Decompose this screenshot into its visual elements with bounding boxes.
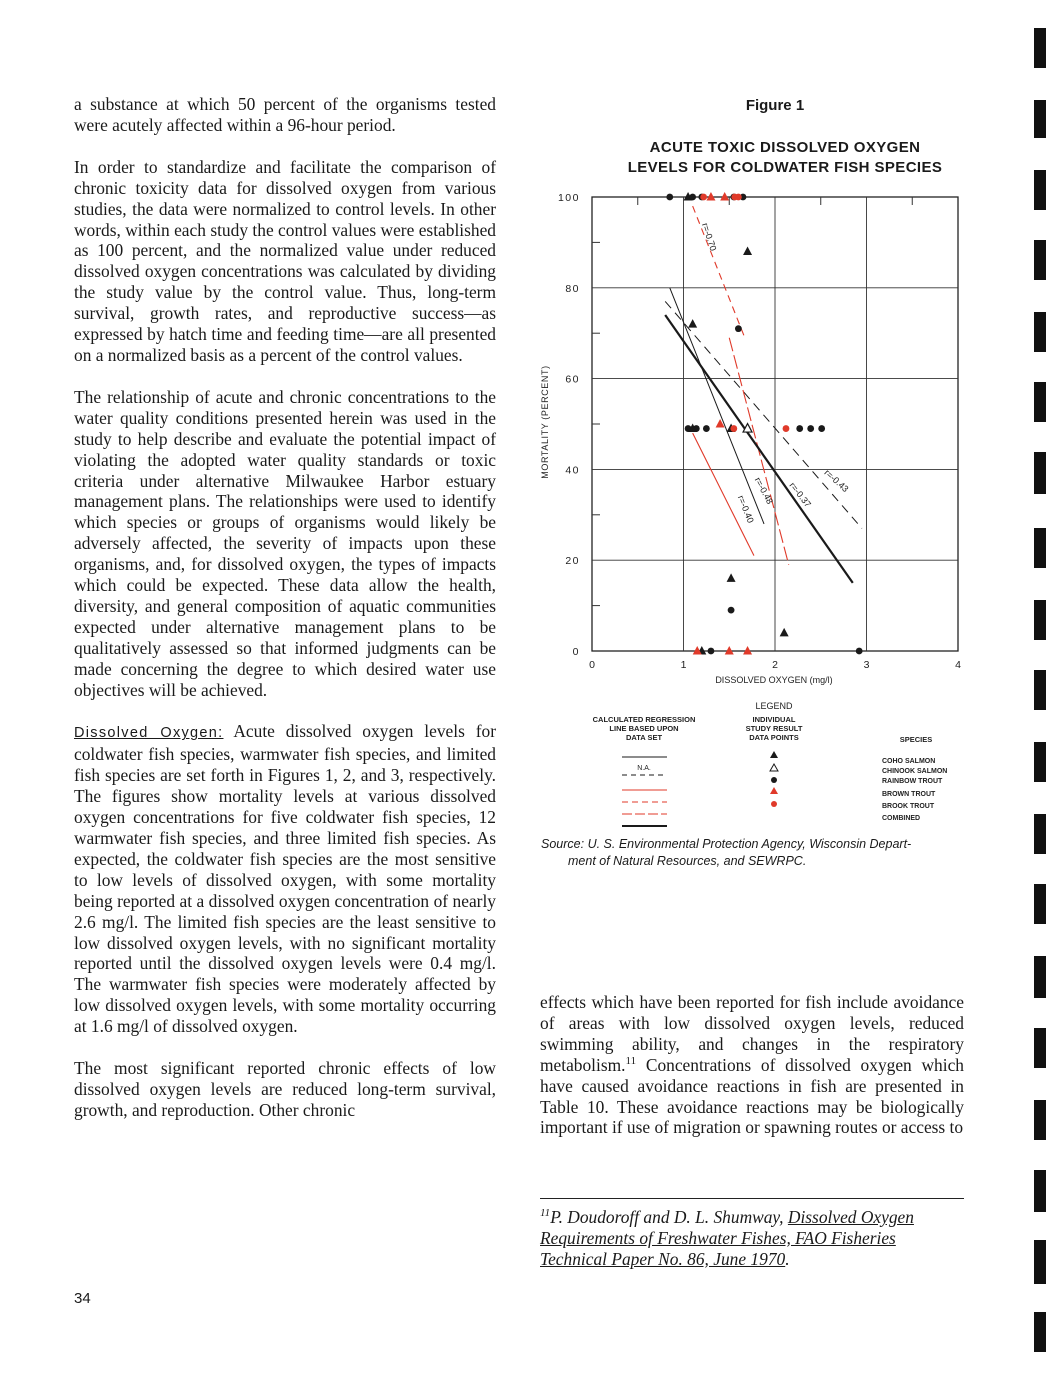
y-axis-label: MORTALITY (PERCENT) bbox=[540, 365, 550, 479]
y-tick-label: 40 bbox=[565, 464, 580, 477]
binder-mark bbox=[1034, 170, 1046, 210]
legend-species: BROOK TROUT bbox=[882, 803, 935, 810]
data-point bbox=[716, 419, 725, 428]
legend-marker-chinook bbox=[770, 764, 778, 771]
binder-mark bbox=[1034, 1170, 1046, 1212]
binder-mark bbox=[1034, 600, 1046, 640]
regression-label: r=-0.70 bbox=[700, 221, 719, 253]
legend-col1-head: CALCULATED REGRESSION bbox=[592, 715, 696, 724]
data-point bbox=[735, 325, 742, 332]
x-tick-label: 3 bbox=[863, 659, 870, 671]
paragraph-text: Acute dissolved oxygen levels for coldwater fish species, warmwater fish species, and limited fish species are set forth in Figures 1, 2, and 3, respectively. The figures show mortality levels at various dissolved oxygen concentrations for five coldwater fish species, 12 warmwater fish species, and three limited fish species. As expected, the coldwater fish species are the most sensitive to low levels of dissolved oxygen, with some mortality being reported at a dissolved oxygen concentration of nearly 2.6 mg/l. The limited fish species are the least sensitive to low dissolved oxygen levels, with no significant mortality reported until the dissolved oxygen levels were 0.4 mg/l. The warmwater fish species were moderately affected by low dissolved oxygen levels, with some mortality occurring at 1.6 mg/l of dissolved oxygen. bbox=[74, 721, 496, 1037]
y-tick-label: 0 bbox=[572, 646, 580, 658]
chart-ticks bbox=[558, 192, 961, 671]
legend-na-label: N.A. bbox=[637, 765, 651, 772]
data-point bbox=[693, 425, 700, 432]
source-text: ment of Natural Resources, and SEWRPC. bbox=[568, 854, 807, 868]
legend-col2-head: INDIVIDUAL bbox=[752, 715, 796, 724]
data-point bbox=[689, 194, 696, 201]
x-tick-label: 0 bbox=[589, 659, 595, 671]
data-point bbox=[688, 319, 697, 328]
data-point bbox=[743, 646, 752, 655]
source-text: U. S. Environmental Protection Agency, Wisconsin Depart- bbox=[587, 837, 912, 851]
legend-species: COHO SALMON bbox=[882, 758, 936, 765]
regression-line bbox=[729, 338, 788, 565]
data-point bbox=[796, 425, 803, 432]
binder-mark bbox=[1034, 670, 1046, 710]
binder-mark bbox=[1034, 1240, 1046, 1284]
legend-col2-head: STUDY RESULT bbox=[745, 724, 803, 733]
data-point bbox=[856, 648, 863, 655]
regression-line bbox=[665, 315, 853, 583]
figure-label: Figure 1 bbox=[745, 97, 805, 114]
legend-marker-brown bbox=[770, 787, 778, 794]
chart-grid bbox=[592, 197, 958, 651]
data-point bbox=[818, 425, 825, 432]
legend-marker-coho bbox=[770, 751, 778, 758]
binder-mark bbox=[1034, 452, 1046, 494]
paragraph: In order to standardize and facilitate the comparison of chronic toxicity data for dissolved oxygen from various studies, the data were normalized to control levels. In other words, within each study the control values were established as 100 percent, and the normalized value under reduced dissolved oxygen concentrations was calculated by dividing the study value by the control value. Thus, long-term survival, growth rates, and reproductive success—as expressed by hatch time and feeding time—are all presented on a normalized basis as a percent of the control values. bbox=[74, 156, 496, 365]
binder-mark bbox=[1034, 1100, 1046, 1140]
binder-mark bbox=[1034, 528, 1046, 568]
binder-mark bbox=[1034, 956, 1046, 998]
source-label: Source: bbox=[541, 837, 585, 851]
regression-label: r=-0.37 bbox=[787, 480, 814, 510]
binder-mark bbox=[1034, 240, 1046, 280]
paragraph: The most significant reported chronic effects of low dissolved oxygen levels are reduced long-term survival, growth, and reproduction. Other chronic bbox=[74, 1058, 496, 1120]
page-number: 34 bbox=[74, 1290, 91, 1307]
section-heading: Dissolved Oxygen: bbox=[74, 725, 224, 742]
binder-mark bbox=[1034, 814, 1046, 854]
legend bbox=[593, 701, 948, 826]
x-axis-label: DISSOLVED OXYGEN (mg/l) bbox=[715, 675, 833, 685]
footnote bbox=[540, 1198, 964, 1270]
binder-mark bbox=[1034, 100, 1046, 138]
footnote-marker: 11 bbox=[540, 1207, 551, 1220]
legend-marker-brook bbox=[771, 801, 777, 807]
regression-lines bbox=[665, 206, 862, 583]
data-points bbox=[666, 192, 862, 655]
footnote-title: Dissolved Oxygen Requirements of Freshwater Fishes, FAO Fisheries Technical Paper No. 86, June 1970 bbox=[540, 1207, 914, 1269]
legend-col3-head: SPECIES bbox=[899, 735, 933, 744]
data-point bbox=[730, 425, 737, 432]
footnote-end: . bbox=[785, 1248, 790, 1269]
binder-mark bbox=[1034, 312, 1046, 352]
legend-marker-rainbow bbox=[771, 777, 777, 783]
data-point bbox=[666, 194, 673, 201]
paragraph-text: Concentrations of dissolved oxygen which have caused avoidance reactions in fish are presented in Table 10. These avoidance reactions may be biologically important if use of migration or spawning routes or access to bbox=[540, 1054, 964, 1138]
binder-mark bbox=[1034, 742, 1046, 782]
figure-source bbox=[541, 836, 961, 870]
regression-label: r=-0.43 bbox=[822, 467, 851, 495]
data-point bbox=[708, 648, 715, 655]
paragraph: a substance at which 50 percent of the organisms tested were acutely affected within a 96-hour period. bbox=[74, 94, 496, 135]
x-tick-label: 4 bbox=[955, 659, 961, 671]
binder-mark bbox=[1034, 382, 1046, 422]
y-tick-label: 20 bbox=[565, 555, 580, 568]
paragraph-text: effects which have been reported for fish include avoidance of areas with low dissolved oxygen levels, reduced swimming ability, and changes in the respiratory metabolism. bbox=[540, 992, 964, 1075]
figure-title-line: ACUTE TOXIC DISSOLVED OXYGEN bbox=[649, 139, 921, 156]
right-column bbox=[540, 992, 964, 1159]
data-point bbox=[703, 425, 710, 432]
binder-mark bbox=[1034, 28, 1046, 68]
y-tick-label: 80 bbox=[565, 282, 580, 295]
binder-mark bbox=[1034, 1028, 1046, 1068]
data-point bbox=[727, 573, 736, 582]
data-point bbox=[780, 628, 789, 637]
legend-species: RAINBOW TROUT bbox=[882, 778, 943, 785]
data-point bbox=[728, 607, 735, 614]
data-point bbox=[725, 646, 734, 655]
footnote-author: P. Doudoroff and D. L. Shumway, bbox=[550, 1207, 788, 1227]
x-tick-label: 2 bbox=[772, 659, 778, 671]
regression-label: r=-0.48 bbox=[752, 475, 776, 506]
legend-col1-head: DATA SET bbox=[625, 733, 663, 742]
data-point bbox=[735, 194, 742, 201]
legend-species: BROWN TROUT bbox=[882, 791, 936, 798]
data-point bbox=[783, 425, 790, 432]
data-point bbox=[706, 192, 715, 201]
legend-species: CHINOOK SALMON bbox=[882, 768, 948, 775]
legend-title: LEGEND bbox=[755, 701, 793, 711]
data-point bbox=[807, 425, 814, 432]
binder-mark bbox=[1034, 884, 1046, 924]
legend-col1-head: LINE BASED UPON bbox=[609, 724, 679, 733]
legend-species: COMBINED bbox=[882, 815, 921, 822]
data-point bbox=[700, 194, 707, 201]
y-tick-label: 100 bbox=[557, 192, 580, 204]
data-point bbox=[720, 192, 729, 201]
data-point bbox=[685, 425, 692, 432]
paragraph: The relationship of acute and chronic concentrations to the water quality conditions presented herein was used in the study to help describe and evaluate the potential impact of violating the adopted water quality standards or toxic criteria under alternative Milwaukee Harbor estuary management plans. The relationships were used to identify which species or groups of organisms would likely be adversely affected, the severity of impacts upon these organisms, and, for dissolved oxygen, the types of impacts which could be expected. These data allow the health, diversity, and general composition of aquatic communities expected under alternative management plans to be qualitatively assessed so that informed judgments can be made concerning the degree to which desired water use objectives will be achieved. bbox=[74, 386, 496, 700]
regression-label: r=-0.40 bbox=[735, 493, 756, 525]
x-tick-label: 1 bbox=[680, 659, 687, 671]
data-point bbox=[743, 246, 752, 255]
binder-mark bbox=[1034, 1312, 1046, 1352]
paragraph bbox=[540, 992, 964, 1138]
figure-title-line: LEVELS FOR COLDWATER FISH SPECIES bbox=[627, 159, 943, 176]
y-tick-label: 60 bbox=[565, 373, 580, 386]
legend-col2-head: DATA POINTS bbox=[749, 733, 799, 742]
footnote-ref: 11 bbox=[625, 1054, 637, 1067]
